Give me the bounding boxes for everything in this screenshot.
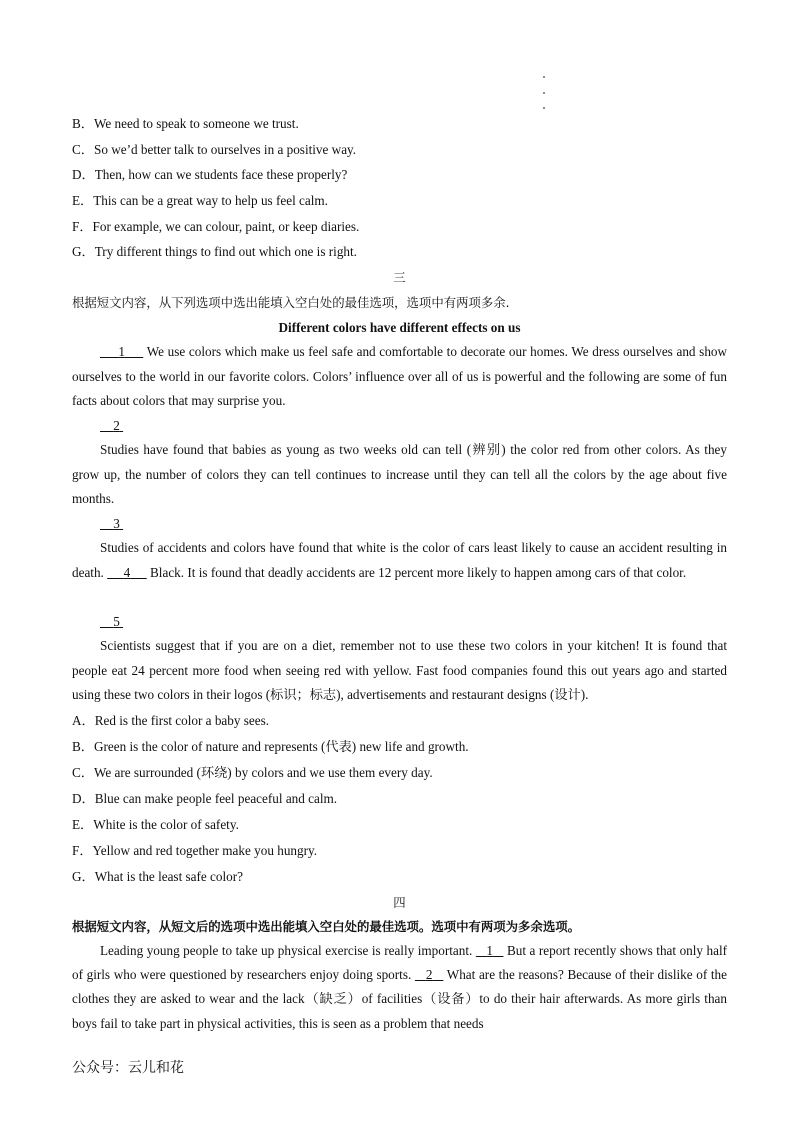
decor-dot	[543, 76, 545, 78]
option-a: A．Red is the first color a baby sees.	[72, 713, 270, 728]
section3-paragraph-3: Studies of accidents and colors have found that white is the color of cars least likely to cause an accident resulting in death. 4 Black. It is found that deadly accidents are 12 percent more likely to happen among cars of that color.	[72, 540, 727, 580]
footer-account: 公众号：云儿和花	[72, 1060, 184, 1076]
section3-title: Different colors have different effects on us	[278, 320, 521, 335]
blank-1[interactable]: 1	[486, 943, 493, 958]
option-g: G．Try different things to find out which one is right.	[72, 244, 357, 259]
blank-5[interactable]: 5	[113, 614, 120, 629]
blank-2[interactable]: 2	[425, 967, 433, 983]
blank-3[interactable]: 3	[113, 516, 120, 531]
section3-paragraph-2: Studies have found that babies as young as two weeks old can tell (辨别) the color red from other colors. As they grow up, the number of colors they can tell continues to increase until they can tell all the colors by the age about five months.	[72, 442, 727, 507]
section3-instruction: 根据短文内容，从下列选项中选出能填入空白处的最佳选项，选项中有两项多余.	[72, 295, 510, 310]
option-e: E．White is the color of safety.	[72, 817, 239, 832]
blank-2-row	[100, 416, 123, 436]
blank-5-row	[100, 612, 123, 632]
option-f: F．Yellow and red together make you hungry.	[72, 843, 318, 858]
option-d: D．Then, how can we students face these properly?	[72, 167, 348, 182]
section3-number: 三	[393, 270, 406, 285]
option-b: B．Green is the color of nature and represents (代表) new life and growth.	[72, 739, 469, 754]
decor-dot	[543, 92, 545, 94]
blank-4[interactable]: 4	[123, 564, 131, 580]
option-c: C．We are surrounded (环绕) by colors and we use them every day.	[72, 765, 433, 780]
blank-2[interactable]: 2	[113, 418, 120, 433]
section4-instruction: 根据短文内容，从短文后的选项中选出能填入空白处的最佳选项。选项中有两项为多余选项。	[72, 919, 581, 934]
section3-paragraph-1: 1 We use colors which make us feel safe and comfortable to decorate our homes. We dress ourselves and show ourselves to the world in our favorite colors. Colors’ influence over all of us is powerful and the following are some of fun facts about colors that may surprise you.	[72, 344, 728, 409]
option-e: E．This can be a great way to help us feel calm.	[72, 193, 328, 208]
blank-3-row	[100, 514, 123, 534]
section3-paragraph-4: Scientists suggest that if you are on a diet, remember not to use these two colors in your kitchen! It is found that people eat 24 percent more food when seeing red with yellow. Fast food companies found this out years ago and started using these two colors in their logos (标识；标志), advertisements and restaurant designs (设计).	[72, 638, 727, 703]
decor-dot	[543, 107, 545, 109]
option-b: B．We need to speak to someone we trust.	[72, 116, 299, 131]
section4-paragraph-1: Leading young people to take up physical exercise is really important. 1 But a report recently shows that only half of girls who were questioned by researchers enjoy doing sports. 2 What are the reasons? Because of their dislike of the clothes they are asked to wear and the lack（缺乏）of facilities（设备）to do their hair afterwards. As more girls than boys fail to take part in physical activities, this is seen as a problem that needs	[72, 943, 728, 1031]
option-g: G．What is the least safe color?	[72, 869, 244, 884]
section4-number: 四	[393, 895, 406, 910]
blank-1[interactable]: 1	[118, 344, 125, 359]
option-f: F．For example, we can colour, paint, or keep diaries.	[72, 219, 360, 234]
option-c: C．So we’d better talk to ourselves in a positive way.	[72, 142, 357, 157]
option-d: D．Blue can make people feel peaceful and calm.	[72, 791, 338, 806]
